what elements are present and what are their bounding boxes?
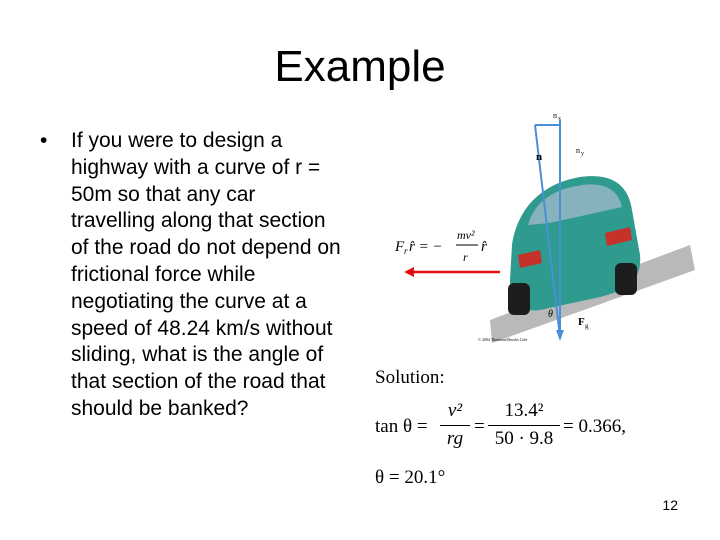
label-fg: F (578, 316, 585, 328)
tan-lhs: tan θ = (375, 416, 428, 437)
force-eq-lhs: F (395, 239, 405, 255)
theta-result: θ = 20.1° (375, 467, 446, 488)
slide-title: Example (274, 42, 446, 91)
label-ny-sub: y (581, 151, 584, 157)
result-value: = 0.366, (563, 416, 626, 437)
force-eq-num: mv² (457, 228, 475, 242)
label-nx: n (553, 111, 557, 120)
force-eq-den: r (463, 250, 468, 264)
bullet-marker: • (40, 129, 48, 152)
force-eq-mid: r̂ = − (409, 239, 443, 255)
force-eq-rhs: r̂ (481, 239, 487, 255)
frac1-numerator: v² (447, 400, 463, 421)
bullet-item (40, 128, 345, 423)
gravity-vector-arrowhead (556, 330, 564, 341)
copyright-caption: © 2004 Thomson/Brooks Cole (478, 337, 528, 342)
bullet-text: If you were to design a highway with a curve of r = 50m so that any car travelling along that section of the road do not depend on frictional force while negotiating the curve at a speed of 48.24 km/s without sliding, what is the angle of that section of the road that should be banked? (71, 129, 341, 420)
label-fg-sub: g (585, 322, 589, 330)
label-nx-sub: x (558, 116, 561, 122)
label-ny: n (576, 146, 580, 155)
solution-heading: Solution: (375, 367, 445, 388)
frac2-numerator: 13.4² (504, 400, 544, 421)
label-n: n (536, 151, 543, 163)
red-force-arrowhead (404, 267, 414, 277)
frac1-denominator: rg (446, 428, 464, 449)
car-illustration (508, 176, 640, 315)
force-eq-lhs-sub: r (404, 246, 408, 256)
frac2-bar (488, 425, 560, 426)
page-number: 12 (662, 497, 678, 513)
frac1-bar (440, 425, 470, 426)
frac2-denominator: 50 · 9.8 (494, 428, 554, 449)
equals-sign: = (474, 416, 485, 437)
label-theta: θ (548, 309, 553, 320)
